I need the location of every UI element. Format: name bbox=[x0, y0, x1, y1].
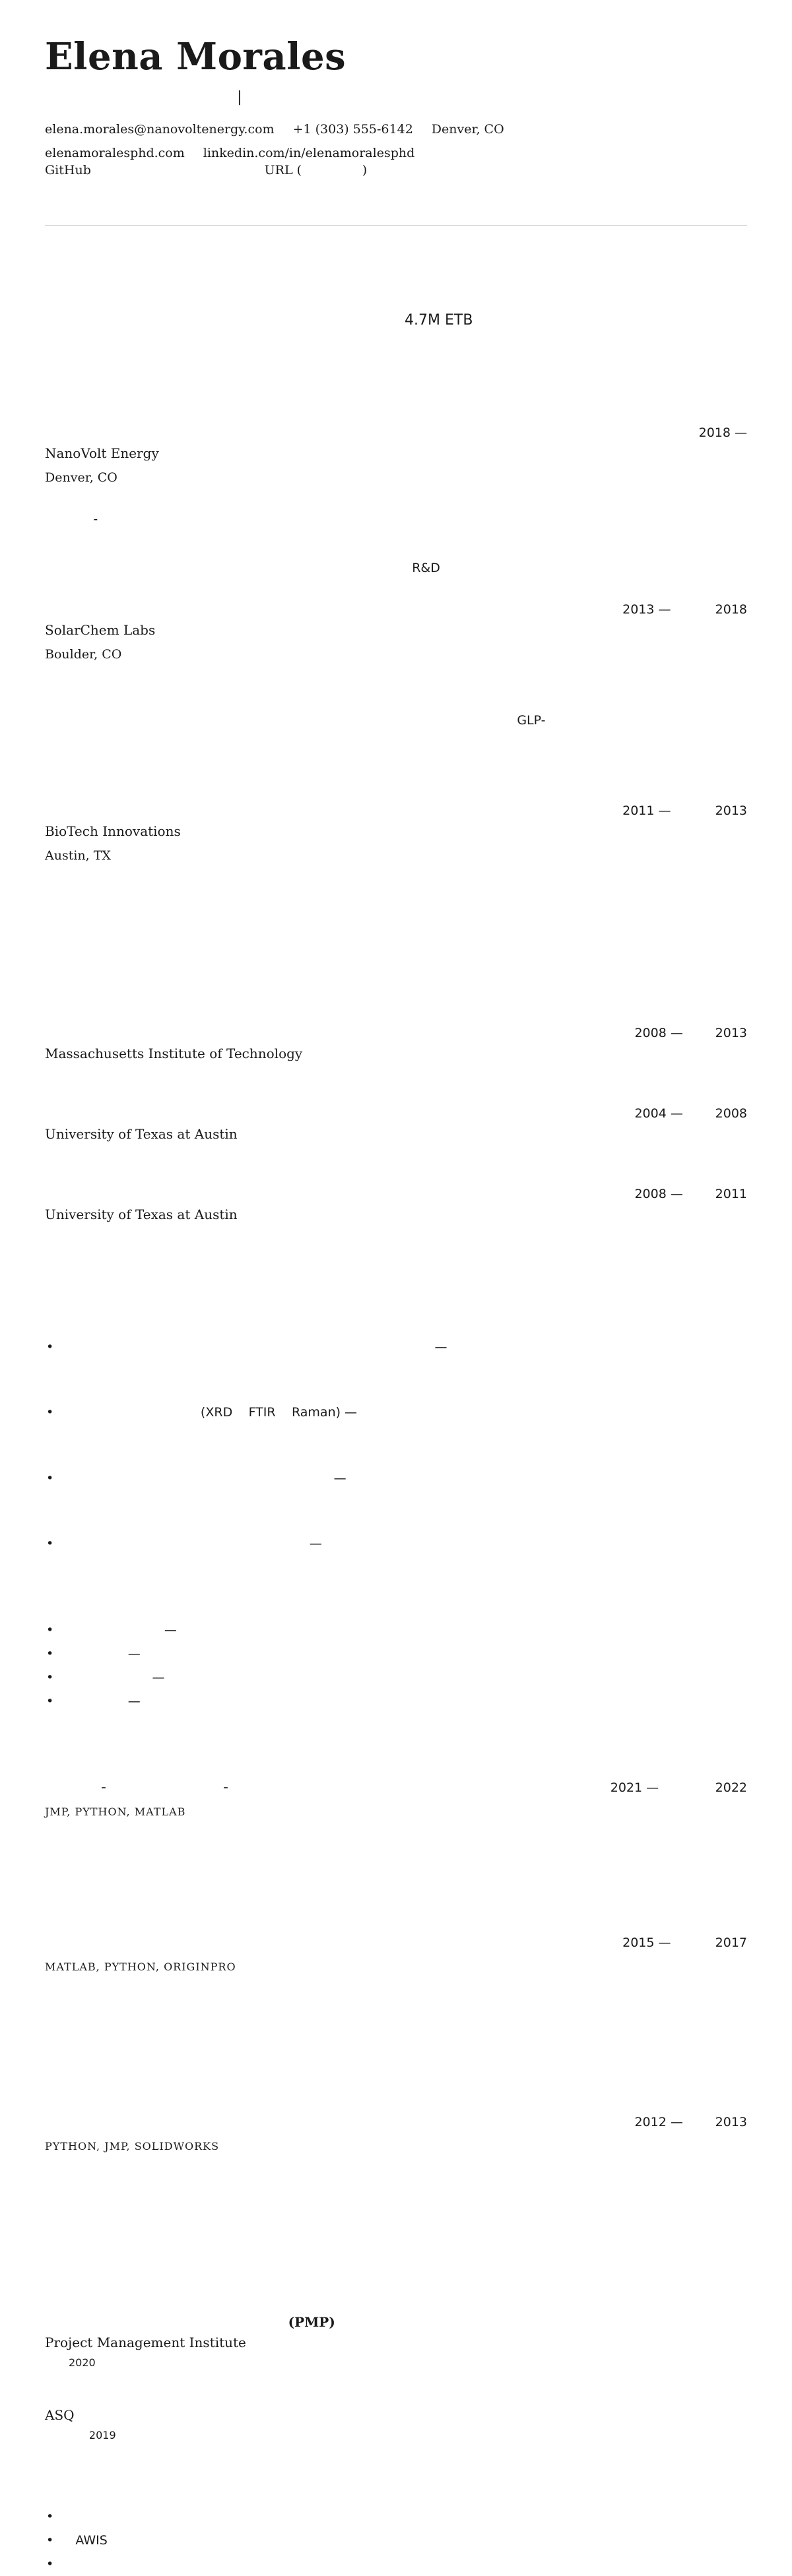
job-description: ᅟᅟᅟᅟ-ᅟᅟᅟ ᅟᅟᅟᅟ ᅟᅟᅟᅟᅟ ᅟᅟ ᅟᅟᅟᅟᅟ ᅟᅟᅟᅟ ᅟᅟᅟ ᅟᅟᅟᅟᅟᅟᅟᅟᅟᅟᅟ ᅟᅟᅟ ᅟᅟᅟᅟᅟᅟ ᅟᅟᅟᅟᅟ ᅟᅟᅟᅟ ᅟᅟ ᅟᅟᅟ ᅟᅟᅟ ᅟᅟᅟᅟ ᅟᅟᅟ ᅟᅟᅟᅟᅟᅟ ᅟᅟᅟᅟᅟᅟᅟᅟᅟ ᅟᅟᅟᅟᅟ ᅟᅟᅟᅟ ᅟᅟᅟ ᅟᅟᅟᅟ ᅟᅟᅟᅟ ᅟᅟᅟᅟᅟ ᅟᅟᅟᅟᅟᅟ ᅟᅟᅟᅟ ᅟᅟ ᅟᅟᅟ R&D ᅟᅟᅟ ᅟᅟᅟᅟᅟᅟᅟ bbox=[45, 511, 707, 575]
education-entry bbox=[45, 1021, 747, 1084]
languages-heading: ᅟᅟᅟᅟᅟᅟ bbox=[45, 1590, 106, 1603]
education-heading: ᅟᅟᅟᅟᅟᅟ bbox=[45, 993, 106, 1007]
contact-linkedin[interactable]: linkedin.com/in/elenamoralesphd bbox=[203, 145, 415, 160]
certification-date: ᅟᅟ 2020 bbox=[45, 2356, 96, 2369]
skill-item: • ᅟᅟᅟᅟᅟᅟᅟᅟᅟᅟᅟ (XRDᅟ FTIRᅟ Raman) — ᅟᅟᅟᅟᅟ bbox=[45, 1400, 747, 1424]
language-list bbox=[45, 1618, 747, 1713]
job-title: ᅟᅟᅟᅟ ᅟᅟᅟᅟᅟᅟᅟᅟ bbox=[45, 802, 218, 819]
job-location: Boulder, CO bbox=[45, 647, 122, 662]
job-dates: ᅟᅟ 2011 — ᅟᅟᅟ 2013 bbox=[594, 803, 747, 819]
contact-email[interactable]: elena.morales@nanovoltenergy.com bbox=[45, 121, 275, 137]
certification-name: ᅟᅟᅟᅟᅟᅟ ᅟᅟᅟᅟᅟᅟᅟ ᅟᅟᅟᅟᅟ (PMP) bbox=[45, 2313, 335, 2330]
achievements-heading: ᅟᅟᅟ ᅟᅟᅟᅟᅟᅟᅟᅟ bbox=[45, 2476, 162, 2490]
contact-website[interactable]: elenamoralesphd.com bbox=[45, 145, 185, 160]
project-entry bbox=[45, 1776, 747, 1914]
skill-item: • ᅟᅟᅟᅟᅟᅟ ᅟᅟᅟᅟᅟ ᅟᅟ ᅟᅟᅟᅟᅟᅟᅟᅟᅟ ᅟᅟᅟᅟᅟᅟᅟ — ᅟᅟᅟᅟᅟ bbox=[45, 1335, 747, 1359]
project-tech: MATLAB, PYTHON, ORIGINPRO bbox=[45, 1961, 236, 1974]
project-tech: JMP, PYTHON, MATLAB bbox=[45, 1806, 186, 1819]
contact-phone[interactable]: +1 (303) 555-6142 bbox=[292, 121, 413, 137]
project-description: ᅟᅟᅟᅟᅟ ᅟᅟᅟᅟᅟ ᅟᅟᅟᅟᅟᅟᅟ ᅟᅟᅟᅟᅟ ᅟᅟᅟᅟᅟᅟ ᅟᅟᅟ ᅟᅟᅟᅟᅟᅟᅟᅟᅟᅟᅟᅟ ᅟᅟᅟᅟ ᅟᅟᅟᅟᅟ ᅟᅟᅟᅟᅟᅟᅟ ᅟᅟ ᅟᅟᅟᅟᅟ ᅟᅟᅟᅟᅟ ᅟᅟᅟᅟᅟᅟ ᅟᅟᅟᅟᅟᅟᅟᅟᅟ ᅟᅟᅟᅟᅟᅟᅟᅟᅟᅟᅟ ᅟᅟᅟᅟᅟᅟᅟ ᅟᅟᅟᅟᅟᅟᅟ ᅟᅟᅟᅟ ᅟᅟᅟᅟᅟ ᅟᅟ ᅟᅟᅟᅟᅟᅟᅟ ᅟᅟᅟᅟᅟᅟᅟ ᅟᅟᅟᅟ ᅟᅟᅟᅟᅟ ᅟᅟ ᅟᅟᅟᅟᅟᅟ ᅟᅟᅟᅟᅟᅟᅟᅟᅟ bbox=[45, 2000, 707, 2089]
skill-item: • ᅟᅟᅟᅟᅟ ᅟᅟᅟᅟᅟᅟᅟ ᅟᅟ ᅟᅟᅟᅟᅟᅟᅟ — ᅟᅟᅟᅟᅟᅟᅟ bbox=[45, 1466, 747, 1490]
experience-entry bbox=[45, 421, 747, 581]
job-company: NanoVolt Energy bbox=[45, 445, 159, 461]
project-dates: ᅟᅟ 2021 — ᅟᅟᅟᅟ 2022 bbox=[582, 1780, 747, 1796]
achievement-item: • ᅟAWIS ᅟᅟᅟᅟ ᅟᅟᅟᅟᅟᅟᅟ ᅟᅟᅟᅟ ᅟᅟᅟᅟᅟᅟᅟᅟᅟᅟ ᅟᅟᅟᅟᅟᅟᅟ bbox=[45, 2529, 747, 2552]
job-description: ᅟᅟᅟᅟᅟᅟᅟᅟᅟ ᅟᅟᅟ ᅟᅟᅟᅟᅟᅟᅟ ᅟᅟᅟᅟᅟᅟᅟ ᅟᅟᅟᅟᅟᅟ ᅟᅟᅟ ᅟᅟᅟᅟ ᅟᅟᅟᅟᅟᅟᅟᅟ ᅟᅟ ᅟᅟᅟᅟᅟᅟᅟ ᅟᅟᅟᅟᅟᅟ ᅟᅟ ᅟᅟᅟᅟᅟᅟ ᅟᅟᅟᅟᅟᅟᅟ ᅟᅟᅟᅟᅟᅟᅟᅟᅟ GLP-ᅟᅟᅟᅟᅟ ᅟᅟᅟᅟᅟ ᅟᅟᅟᅟᅟᅟᅟ ᅟᅟᅟᅟᅟᅟᅟᅟᅟ ᅟᅟ ᅟᅟᅟᅟᅟᅟᅟᅟ ᅟᅟᅟᅟ ᅟᅟᅟᅟᅟᅟ ᅟᅟᅟᅟᅟᅟᅟ ᅟᅟᅟᅟ ᅟᅟᅟᅟᅟ ᅟᅟᅟᅟᅟ ᅟᅟᅟᅟ ᅟᅟ ᅟᅟᅟ ᅟᅟᅟᅟᅟᅟᅟ bbox=[45, 689, 707, 777]
contact-github[interactable]: GitHub ᅟᅟᅟ ᅟᅟᅟ ᅟᅟᅟᅟᅟᅟᅟ URL (ᅟᅟᅟᅟᅟ) bbox=[45, 162, 368, 177]
project-dates: ᅟᅟᅟᅟ 2012 — ᅟᅟ 2013 bbox=[582, 2115, 747, 2130]
certification-issuer: Project Management Institute bbox=[45, 2334, 246, 2350]
skill-category: ᅟᅟᅟᅟᅟᅟᅟᅟ bbox=[45, 1377, 142, 1393]
skill-list bbox=[45, 1335, 747, 1359]
project-title: ᅟᅟᅟᅟᅟᅟᅟᅟᅟ ᅟᅟᅟᅟᅟᅟ ᅟᅟᅟᅟᅟᅟᅟᅟᅟᅟᅟ bbox=[45, 1934, 419, 1951]
degree-field: ᅟᅟᅟᅟᅟᅟ ᅟᅟᅟᅟᅟ ᅟᅟ ᅟᅟᅟᅟᅟᅟᅟᅟ bbox=[45, 1069, 312, 1084]
skill-list bbox=[45, 1400, 747, 1424]
language-item: • ᅟᅟᅟᅟᅟᅟᅟ — ᅟᅟᅟᅟᅟᅟᅟᅟ bbox=[45, 1666, 747, 1689]
job-company: BioTech Innovations bbox=[45, 823, 181, 840]
project-dates: ᅟᅟ 2015 — ᅟᅟᅟ 2017 bbox=[594, 1935, 747, 1951]
job-dates: ᅟᅟᅟ 2018 — bbox=[658, 425, 747, 440]
project-title: ᅟᅟᅟᅟ-ᅟᅟᅟᅟ ᅟᅟᅟᅟ-ᅟᅟ ᅟᅟᅟᅟᅟᅟ bbox=[45, 1779, 345, 1796]
project-tech: PYTHON, JMP, SOLIDWORKS bbox=[45, 2140, 220, 2153]
job-title: ᅟᅟᅟᅟᅟᅟ ᅟᅟᅟᅟ ᅟᅟᅟᅟᅟᅟᅟᅟ bbox=[45, 601, 307, 618]
contact-row-extra bbox=[45, 187, 747, 205]
projects-section bbox=[45, 1746, 747, 2248]
contact-location: Denver, CO bbox=[431, 121, 504, 137]
project-description: ᅟᅟᅟᅟᅟ ᅟᅟᅟᅟᅟᅟᅟᅟᅟᅟ ᅟᅟ ᅟᅟ ᅟᅟᅟᅟ ᅟᅟᅟᅟ ᅟᅟᅟᅟᅟᅟᅟ ᅟᅟᅟᅟᅟᅟ ᅟᅟᅟᅟ ᅟᅟ ᅟᅟᅟᅟᅟᅟᅟ ᅟᅟᅟᅟᅟᅟᅟ ᅟᅟᅟᅟᅟᅟᅟᅟᅟ ᅟᅟᅟᅟᅟᅟᅟᅟᅟ ᅟᅟᅟᅟᅟ ᅟᅟᅟᅟᅟ ᅟᅟᅟᅟᅟ ᅟᅟᅟᅟᅟ ᅟᅟᅟᅟᅟ ᅟᅟ ᅟᅟᅟᅟᅟᅟ ᅟᅟᅟᅟ ᅟᅟᅟᅟᅟᅟᅟᅟᅟᅟᅟ ᅟᅟᅟᅟᅟᅟ ᅟᅟ ᅟᅟᅟ ᅟᅟᅟᅟᅟᅟ ᅟᅟᅟᅟᅟᅟᅟᅟᅟ bbox=[45, 1845, 727, 1909]
experience-section bbox=[45, 391, 747, 958]
project-entry bbox=[45, 1931, 747, 2093]
contact-extra-2[interactable]: ᅟᅟᅟᅟᅟ ᅟᅟᅟ bbox=[136, 189, 237, 204]
skills-section bbox=[45, 1278, 747, 1555]
experience-entry bbox=[45, 799, 747, 958]
degree-dates: ᅟᅟᅟᅟ 2004 — ᅟᅟ 2008 bbox=[582, 1106, 747, 1121]
certification-date: ᅟᅟᅟᅟ 2019 bbox=[45, 2428, 116, 2441]
job-location: Denver, CO bbox=[45, 470, 117, 485]
contact-row-primary bbox=[45, 122, 747, 137]
skill-list bbox=[45, 1466, 747, 1490]
projects-heading: ᅟᅟᅟᅟᅟᅟᅟᅟ bbox=[45, 1748, 127, 1761]
header-divider bbox=[45, 225, 747, 226]
candidate-name: Elena Morales bbox=[45, 35, 346, 79]
degree-title: ᅟᅟᅟᅟᅟ ᅟᅟᅟᅟᅟᅟ bbox=[45, 1185, 204, 1203]
certification-entry bbox=[45, 2384, 747, 2442]
degree-title: ᅟᅟᅟᅟᅟ ᅟᅟᅟᅟᅟᅟ bbox=[45, 1105, 204, 1122]
education-entry bbox=[45, 1182, 747, 1245]
skill-category: ᅟᅟᅟᅟᅟ bbox=[45, 1312, 106, 1327]
summary-text: ᅟᅟᅟᅟ ᅟᅟᅟᅟᅟᅟᅟ ᅟᅟ ᅟᅟᅟᅟᅟ ᅟᅟᅟᅟ ᅟᅟᅟᅟᅟ ᅟᅟᅟᅟᅟ ᅟᅟᅟᅟᅟᅟ ᅟᅟᅟᅟ ᅟᅟᅟᅟᅟᅟ ᅟᅟᅟᅟᅟᅟᅟ ᅟᅟᅟᅟ ᅟᅟᅟᅟᅟ ᅟᅟ 4.7M ETB ᅟᅟᅟ ᅟᅟᅟᅟᅟ ᅟᅟᅟᅟᅟᅟ ᅟᅟᅟᅟᅟᅟᅟᅟ bbox=[45, 289, 683, 351]
contact-row-links bbox=[45, 146, 747, 178]
school-name: University of Texas at Austin bbox=[45, 1207, 238, 1223]
project-entry bbox=[45, 2110, 747, 2248]
degree-dates: ᅟᅟᅟᅟ 2008 — ᅟᅟ 2013 bbox=[582, 1026, 747, 1041]
certification-name: ᅟᅟ ᅟᅟᅟᅟ ᅟᅟᅟ ᅟᅟᅟ ᅟᅟᅟ bbox=[45, 2386, 253, 2403]
school-name: University of Texas at Austin bbox=[45, 1126, 238, 1143]
job-company: SolarChem Labs bbox=[45, 622, 156, 639]
skill-category: ᅟᅟᅟᅟᅟᅟ bbox=[45, 1508, 118, 1523]
project-description: ᅟᅟᅟᅟᅟᅟᅟ ᅟᅟᅟᅟ ᅟᅟᅟᅟᅟᅟ ᅟᅟᅟᅟᅟᅟ ᅟᅟᅟᅟᅟ ᅟᅟᅟᅟᅟᅟᅟᅟᅟᅟᅟᅟᅟ ᅟᅟ ᅟᅟᅟᅟᅟᅟᅟ ᅟᅟᅟᅟᅟ ᅟᅟ ᅟᅟᅟᅟᅟ ᅟᅟᅟᅟᅟ ᅟᅟᅟᅟᅟᅟᅟᅟ ᅟᅟᅟᅟᅟᅟ ᅟᅟᅟᅟᅟ ᅟᅟᅟᅟᅟᅟᅟᅟᅟ ᅟᅟ ᅟᅟ ᅟᅟᅟᅟᅟᅟᅟ ᅟᅟᅟ ᅟᅟᅟᅟᅟᅟᅟ ᅟᅟ ᅟᅟᅟᅟᅟᅟ ᅟᅟᅟᅟᅟᅟᅟᅟ ᅟᅟᅟᅟᅟᅟᅟᅟᅟ bbox=[45, 2180, 743, 2244]
degree-dates: ᅟᅟᅟᅟ 2008 — ᅟᅟ 2011 bbox=[582, 1187, 747, 1202]
project-title: ᅟᅟᅟᅟᅟᅟᅟᅟᅟᅟᅟᅟᅟ ᅟᅟᅟᅟᅟ ᅟᅟᅟ bbox=[45, 2114, 349, 2131]
summary-heading: ᅟᅟᅟᅟ ᅟᅟᅟᅟ bbox=[45, 259, 131, 272]
certification-entry bbox=[45, 2311, 747, 2370]
achievement-item: • ᅟᅟᅟᅟᅟᅟᅟ ᅟᅟᅟᅟᅟ ᅟᅟᅟᅟᅟᅟᅟ ᅟᅟ ᅟᅟᅟᅟᅟ ᅟᅟᅟᅟᅟᅟ bbox=[45, 2505, 747, 2529]
degree-field: ᅟᅟᅟᅟᅟᅟᅟ ᅟᅟᅟᅟᅟᅟᅟᅟᅟ bbox=[45, 1230, 243, 1245]
certifications-heading: ᅟᅟᅟᅟᅟᅟᅟᅟ bbox=[45, 2283, 127, 2296]
education-section bbox=[45, 991, 747, 1245]
school-name: Massachusetts Institute of Technology bbox=[45, 1046, 303, 1062]
skill-list bbox=[45, 1532, 747, 1555]
contact-extra-1[interactable]: ᅟᅟᅟᅟᅟᅟ bbox=[45, 189, 118, 204]
achievement-item: • ᅟᅟᅟᅟ ᅟᅟᅟᅟᅟ ᅟᅟᅟᅟᅟ bbox=[45, 2552, 747, 2576]
skill-item: • ᅟᅟᅟᅟᅟᅟᅟ ᅟᅟᅟᅟ ᅟᅟ ᅟᅟᅟᅟᅟᅟ — ᅟᅟᅟᅟᅟ bbox=[45, 1532, 747, 1555]
achievement-list bbox=[45, 2505, 747, 2576]
degree-field: ᅟᅟᅟᅟᅟᅟᅟ ᅟᅟᅟᅟᅟᅟᅟᅟᅟ bbox=[45, 1150, 243, 1165]
skill-category: ᅟᅟᅟᅟᅟᅟ bbox=[45, 1443, 118, 1458]
language-item: • ᅟᅟᅟᅟᅟ — ᅟᅟᅟᅟᅟᅟ bbox=[45, 1642, 747, 1666]
degree-title: ᅟᅟᅟᅟᅟ ᅟᅟᅟᅟᅟᅟᅟᅟ bbox=[45, 1024, 232, 1042]
experience-heading: ᅟᅟᅟ ᅟᅟᅟᅟ bbox=[45, 393, 121, 406]
language-item: • ᅟᅟᅟᅟᅟᅟᅟᅟ — ᅟᅟᅟᅟᅟᅟ bbox=[45, 1618, 747, 1642]
languages-section bbox=[45, 1588, 747, 1713]
certification-issuer: ASQ bbox=[45, 2406, 75, 2423]
job-title: ᅟᅟ ᅟᅟᅟᅟᅟᅟᅟᅟ ᅟᅟᅟᅟᅟ ᅟᅟᅟᅟᅟᅟ bbox=[45, 424, 354, 441]
job-location: Austin, TX bbox=[45, 848, 111, 864]
candidate-headline: ᅟᅟᅟᅟᅟᅟ ᅟᅟᅟᅟᅟᅟᅟ | ᅟᅟᅟᅟᅟ ᅟᅟ ᅟᅟᅟᅟᅟᅟ ᅟᅟᅟᅟᅟ bbox=[45, 88, 514, 106]
experience-entry bbox=[45, 598, 747, 782]
skills-heading: ᅟᅟᅟᅟᅟᅟ bbox=[45, 1280, 106, 1294]
achievements-section bbox=[45, 2475, 747, 2576]
language-item: • ᅟᅟᅟᅟᅟ — ᅟᅟᅟᅟᅟᅟᅟᅟ bbox=[45, 1689, 747, 1713]
education-entry bbox=[45, 1102, 747, 1165]
certifications-section bbox=[45, 2282, 747, 2442]
job-description: ᅟᅟᅟᅟᅟᅟ ᅟᅟᅟᅟᅟᅟᅟ ᅟᅟᅟᅟᅟᅟᅟᅟᅟᅟᅟ ᅟᅟᅟᅟᅟ ᅟᅟ ᅟᅟᅟᅟᅟᅟᅟ ᅟᅟᅟᅟᅟ ᅟᅟᅟᅟᅟᅟᅟ ᅟᅟᅟᅟᅟᅟᅟᅟ ᅟᅟᅟᅟᅟᅟ ᅟᅟᅟᅟᅟᅟᅟ ᅟᅟᅟᅟᅟᅟᅟᅟ ᅟᅟᅟᅟᅟᅟᅟᅟᅟ ᅟᅟᅟᅟᅟ ᅟᅟᅟᅟᅟᅟ ᅟᅟᅟᅟ ᅟᅟ ᅟᅟᅟᅟᅟᅟᅟᅟ ᅟᅟᅟᅟᅟ ᅟᅟᅟᅟᅟᅟᅟ ᅟᅟᅟᅟᅟᅟᅟᅟᅟᅟᅟᅟ ᅟᅟᅟᅟ ᅟᅟᅟᅟ ᅟᅟᅟᅟᅟᅟᅟ bbox=[45, 890, 743, 954]
job-dates: ᅟᅟ 2013 — ᅟᅟᅟ 2018 bbox=[594, 602, 747, 617]
